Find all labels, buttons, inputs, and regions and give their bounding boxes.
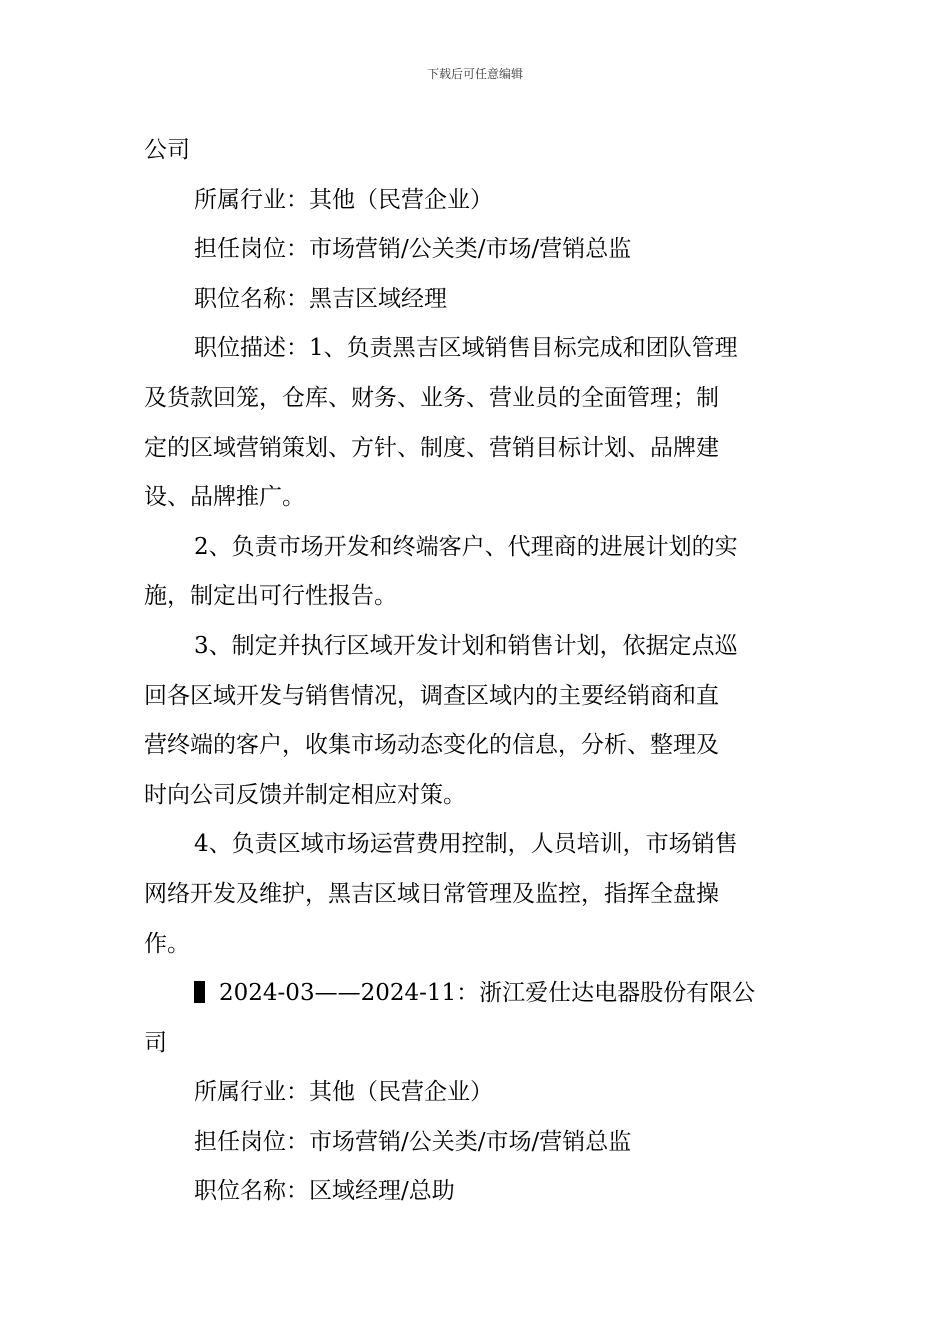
- body-line: [144, 1068, 809, 1118]
- line-text: 担任岗位：市场营销/公关类/市场/营销总监: [194, 1128, 632, 1155]
- body-line: [144, 622, 809, 672]
- body-line: [144, 225, 809, 275]
- body-line: [144, 324, 809, 374]
- body-line: [144, 771, 809, 821]
- body-line: [144, 1167, 809, 1217]
- body-line: [144, 176, 809, 226]
- line-text: 回各区域开发与销售情况，调查区域内的主要经销商和直: [144, 682, 719, 709]
- body-line: [144, 374, 809, 424]
- line-text: 公司: [144, 137, 190, 163]
- line-text: 3、制定并执行区域开发计划和销售计划，依据定点巡: [194, 632, 738, 659]
- line-text: 4、负责区域市场运营费用控制，人员培训，市场销售: [194, 831, 738, 858]
- body-line: [144, 920, 809, 970]
- line-text: 施，制定出可行性报告。: [144, 583, 397, 610]
- document-body: [144, 126, 809, 1217]
- body-line: [144, 870, 809, 920]
- line-text: 所属行业：其他（民营企业）: [194, 186, 493, 213]
- body-line: [144, 523, 809, 573]
- line-text: 作。: [144, 930, 190, 957]
- line-text: 定的区域营销策划、方针、制度、营销目标计划、品牌建: [144, 434, 719, 461]
- body-line: [144, 1118, 809, 1168]
- body-line: [144, 126, 809, 176]
- line-text: 司: [144, 1029, 167, 1056]
- page-header: 下载后可任意编辑: [426, 67, 523, 81]
- body-line: [144, 672, 809, 722]
- line-text: 及货款回笼，仓库、财务、业务、营业员的全面管理；制: [144, 384, 719, 411]
- body-line: [144, 721, 809, 771]
- line-text: 网络开发及维护，黑吉区域日常管理及监控，指挥全盘操: [144, 880, 719, 907]
- line-text: 设、品牌推广。: [144, 484, 305, 511]
- bullet-icon: [194, 981, 205, 1003]
- line-text: 时向公司反馈并制定相应对策。: [144, 781, 466, 808]
- line-text: 职位名称：黑吉区域经理: [194, 285, 447, 312]
- body-line: [144, 572, 809, 622]
- line-text: 营终端的客户，收集市场动态变化的信息，分析、整理及: [144, 732, 719, 759]
- line-text: 2024-03——2024-11：浙江爱仕达电器股份有限公: [219, 980, 756, 1007]
- line-text: 职位描述：1、负责黑吉区域销售目标完成和团队管理: [194, 335, 738, 362]
- body-line: [144, 1019, 809, 1069]
- line-text: 所属行业：其他（民营企业）: [194, 1079, 493, 1106]
- body-line: [144, 473, 809, 523]
- line-text: 2、负责市场开发和终端客户、代理商的进展计划的实: [194, 533, 738, 560]
- line-text: 职位名称：区域经理/总助: [194, 1178, 455, 1205]
- line-text: 担任岗位：市场营销/公关类/市场/营销总监: [194, 236, 632, 263]
- body-line: [144, 969, 809, 1019]
- body-line: [144, 275, 809, 325]
- body-line: [144, 424, 809, 474]
- body-line: [144, 820, 809, 870]
